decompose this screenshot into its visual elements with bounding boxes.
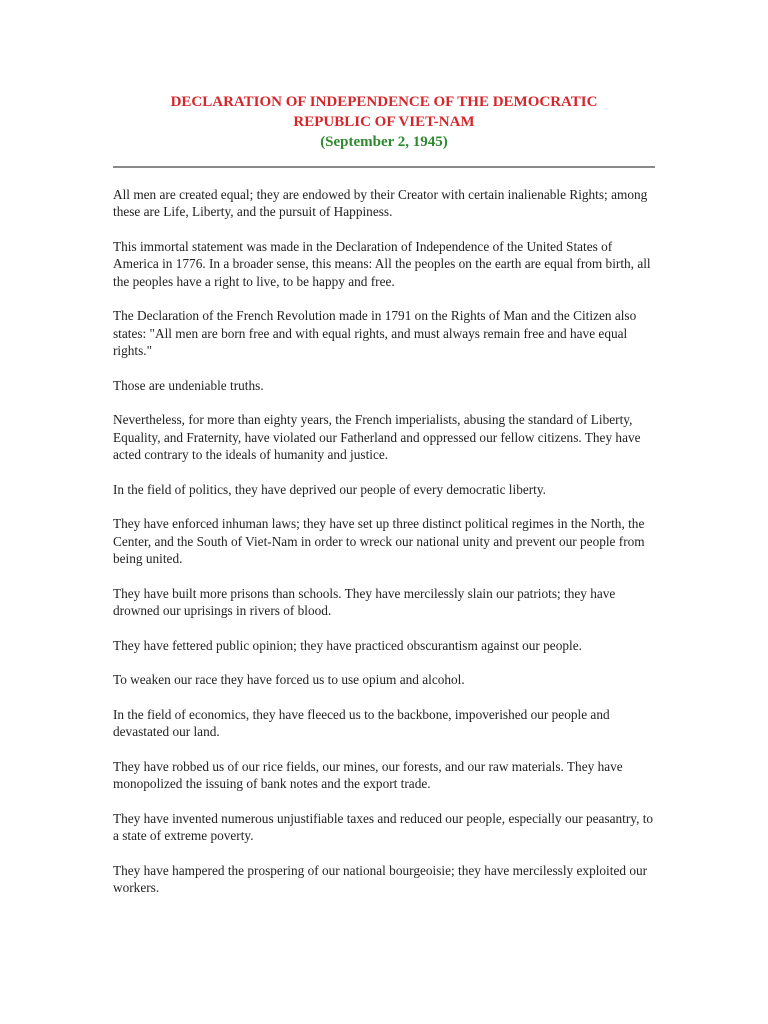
header-divider — [113, 166, 655, 168]
paragraph: They have enforced inhuman laws; they have set up three distinct political regimes in the North, the Center, and the South of Viet-Nam in order to wreck our national unity and prevent our people from being united. — [113, 516, 645, 567]
paragraph: Those are undeniable truths. — [113, 377, 264, 393]
paragraph: The Declaration of the French Revolution made in 1791 on the Rights of Man and the Citizen also states: "All men are born free and with equal rights, and must always remain free and have equal rights." — [113, 308, 637, 359]
paragraph: To weaken our race they have forced us to use opium and alcohol. — [113, 672, 465, 688]
paragraph: In the field of economics, they have fleeced us to the backbone, impoverished our people and devastated our land. — [113, 707, 610, 740]
paragraph: All men are created equal; they are endowed by their Creator with certain inalienable Rights; among these are Life, Liberty, and the pursuit of Happiness. — [113, 187, 648, 220]
paragraph: Nevertheless, for more than eighty years, the French imperialists, abusing the standard of Liberty, Equality, and Fraternity, have violated our Fatherland and oppressed our fellow citizens. They have acted contrary to the ideals of humanity and justice. — [113, 412, 641, 463]
document-title-line-1: DECLARATION OF INDEPENDENCE OF THE DEMOCRATIC — [170, 94, 598, 110]
paragraph: They have invented numerous unjustifiable taxes and reduced our people, especially our peasantry, to a state of extreme poverty. — [113, 811, 654, 844]
paragraph: They have robbed us of our rice fields, our mines, our forests, and our raw materials. They have monopolized the issuing of bank notes and the export trade. — [113, 759, 623, 792]
paragraph: They have hampered the prospering of our national bourgeoisie; they have mercilessly exploited our workers. — [113, 863, 648, 896]
paragraph: In the field of politics, they have deprived our people of every democratic liberty. — [113, 481, 546, 497]
paragraph: They have fettered public opinion; they have practiced obscurantism against our people. — [113, 637, 582, 653]
paragraph: They have built more prisons than schools. They have mercilessly slain our patriots; they have drowned our uprisings in rivers of blood. — [113, 585, 616, 619]
document-date: (September 2, 1945) — [320, 134, 448, 150]
document-header — [113, 92, 655, 152]
document-title-line-2: REPUBLIC OF VIET-NAM — [293, 114, 475, 130]
paragraph: This immortal statement was made in the Declaration of Independence of the United States of America in 1776. In a broader sense, this means: All the peoples on the earth are equal from birth, all the peoples have a right to live, to be happy and free. — [113, 239, 651, 289]
document-body — [113, 186, 658, 914]
